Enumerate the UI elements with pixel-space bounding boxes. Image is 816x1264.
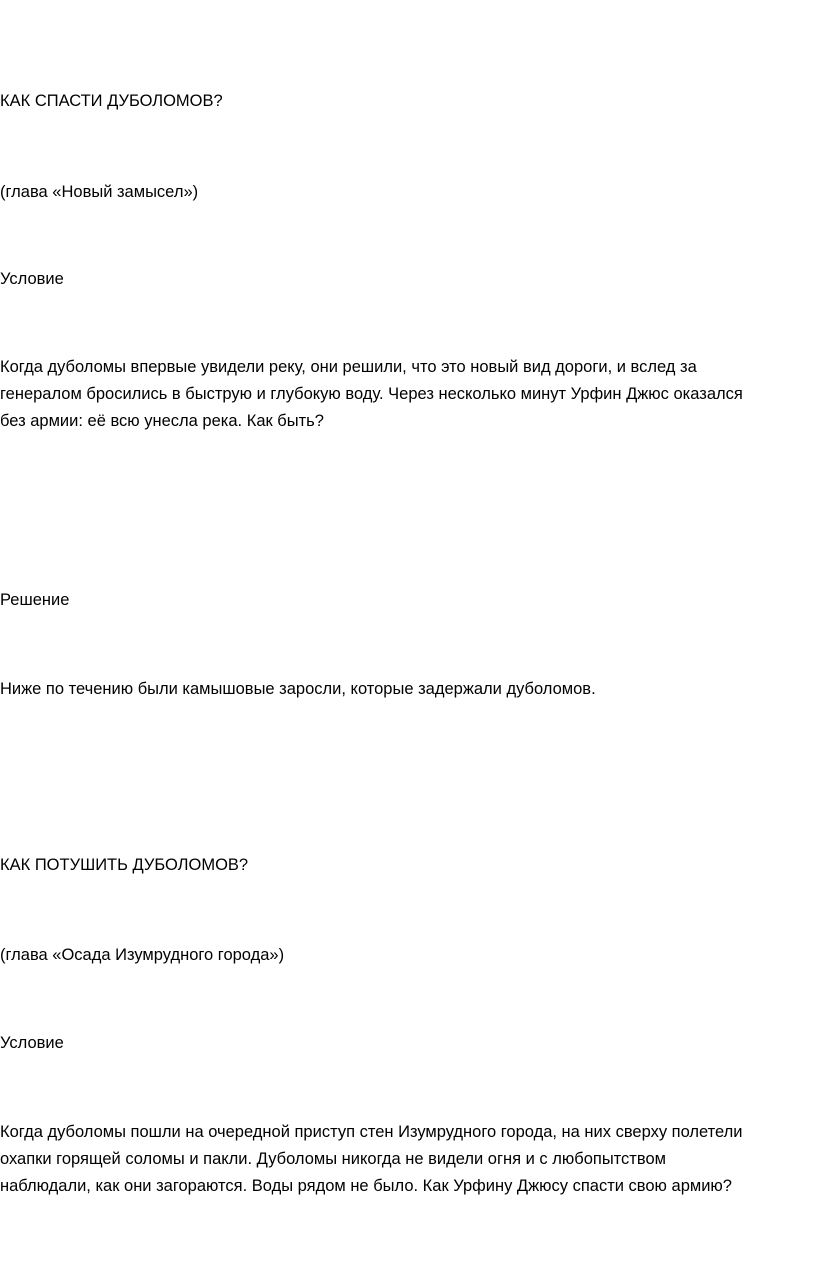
section1-title: КАК СПАСТИ ДУБОЛОМОВ? xyxy=(0,92,223,110)
section1-condition-line: генералом бросились в быструю и глубокую воду. Через несколько минут Урфин Джюс оказался xyxy=(0,385,743,403)
section1-condition-text xyxy=(0,354,800,435)
section1-condition-line: Когда дуболомы впервые увидели реку, они решили, что это новый вид дороги, и вслед за xyxy=(0,358,697,376)
section2-title: КАК ПОТУШИТЬ ДУБОЛОМОВ? xyxy=(0,856,249,874)
section1-solution-text: Ниже по течению были камышовые заросли, которые задержали дуболомов. xyxy=(0,680,596,698)
section1-solution-label: Решение xyxy=(0,591,70,609)
section1-chapter: (глава «Новый замысел») xyxy=(0,183,199,201)
section2-condition-line: наблюдали, как они загораются. Воды рядом не было. Как Урфину Джюсу спасти свою армию? xyxy=(0,1177,732,1195)
section1-condition-line: без армии: её всю унесла река. Как быть? xyxy=(0,412,324,430)
section2-condition-text xyxy=(0,1119,800,1200)
section1-condition-label: Условие xyxy=(0,270,64,288)
section2-chapter: (глава «Осада Изумрудного города») xyxy=(0,946,285,964)
section2-condition-label: Условие xyxy=(0,1034,64,1052)
section2-condition-line: охапки горящей соломы и пакли. Дуболомы никогда не видели огня и с любопытством xyxy=(0,1150,666,1168)
section2-condition-line: Когда дуболомы пошли на очередной приступ стен Изумрудного города, на них сверху полетели xyxy=(0,1123,743,1141)
